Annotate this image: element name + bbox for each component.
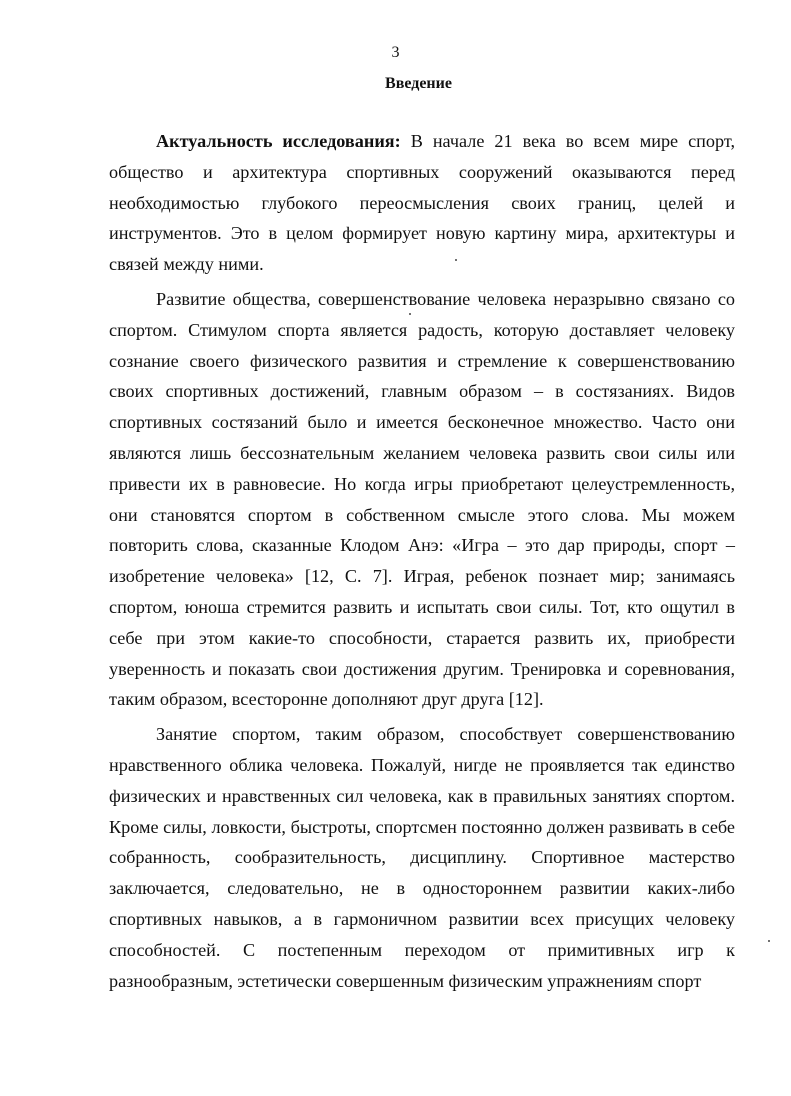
relevance-label: Актуальность исследования: bbox=[156, 131, 401, 151]
paragraph-relevance bbox=[109, 126, 735, 280]
body-text bbox=[109, 126, 735, 996]
scan-speck bbox=[409, 313, 411, 315]
page-number: 3 bbox=[391, 44, 400, 61]
scan-speck bbox=[455, 259, 457, 261]
scan-speck bbox=[768, 940, 770, 942]
paragraph-society-sport: Развитие общества, совершенствование человека неразрывно связано со спортом. Стимулом спорта является радость, которую доставляет человеку сознание своего физического развития и стремление к совершенствованию своих спортивных достижений, главным образом – в состязаниях. Видов спортивных состязаний было и имеется бесконечное множество. Часто они являются лишь бессознательным желанием человека развить свои силы или привести их в равновесие. Но когда игры приобретают целеустремленность, они становятся спортом в собственном смысле этого слова. Мы можем повторить слова, сказанные Клодом Анэ: «Игра – это дар природы, спорт – изобретение человека» [12, С. 7]. Играя, ребенок познает мир; занимаясь спортом, юноша стремится развить и испытать свои силы. Тот, кто ощутил в себе при этом какие-то способности, старается развить их, приобрести уверенность и показать свои достижения другим. Тренировка и соревнования, таким образом, всесторонне дополняют друг друга [12]. bbox=[109, 288, 735, 710]
relevance-text: В начале 21 века во всем мире спорт, общество и архитектура спортивных сооружений оказываются перед необходимостью глубокого переосмысления своих границ, целей и инструментов. Это в целом формирует новую картину мира, архитектуры и связей между ними. bbox=[109, 131, 735, 275]
paragraph-sport-morality: Занятие спортом, таким образом, способствует совершенствованию нравственного облика человека. Пожалуй, нигде не проявляется так единство физических и нравственных сил человека, как в правильных занятиях спортом. Кроме силы, ловкости, быстроты, спортсмен постоянно должен развивать в себе собранность, сообразительность, дисциплину. Спортивное мастерство заключается, следовательно, не в одностороннем развитии каких-либо спортивных навыков, а в гармоничном развитии всех присущих человеку способностей. С постепенным переходом от примитивных игр к разнообразным, эстетически совершенным физическим упражнениям спорт bbox=[109, 724, 735, 991]
section-heading: Введение bbox=[385, 75, 452, 92]
